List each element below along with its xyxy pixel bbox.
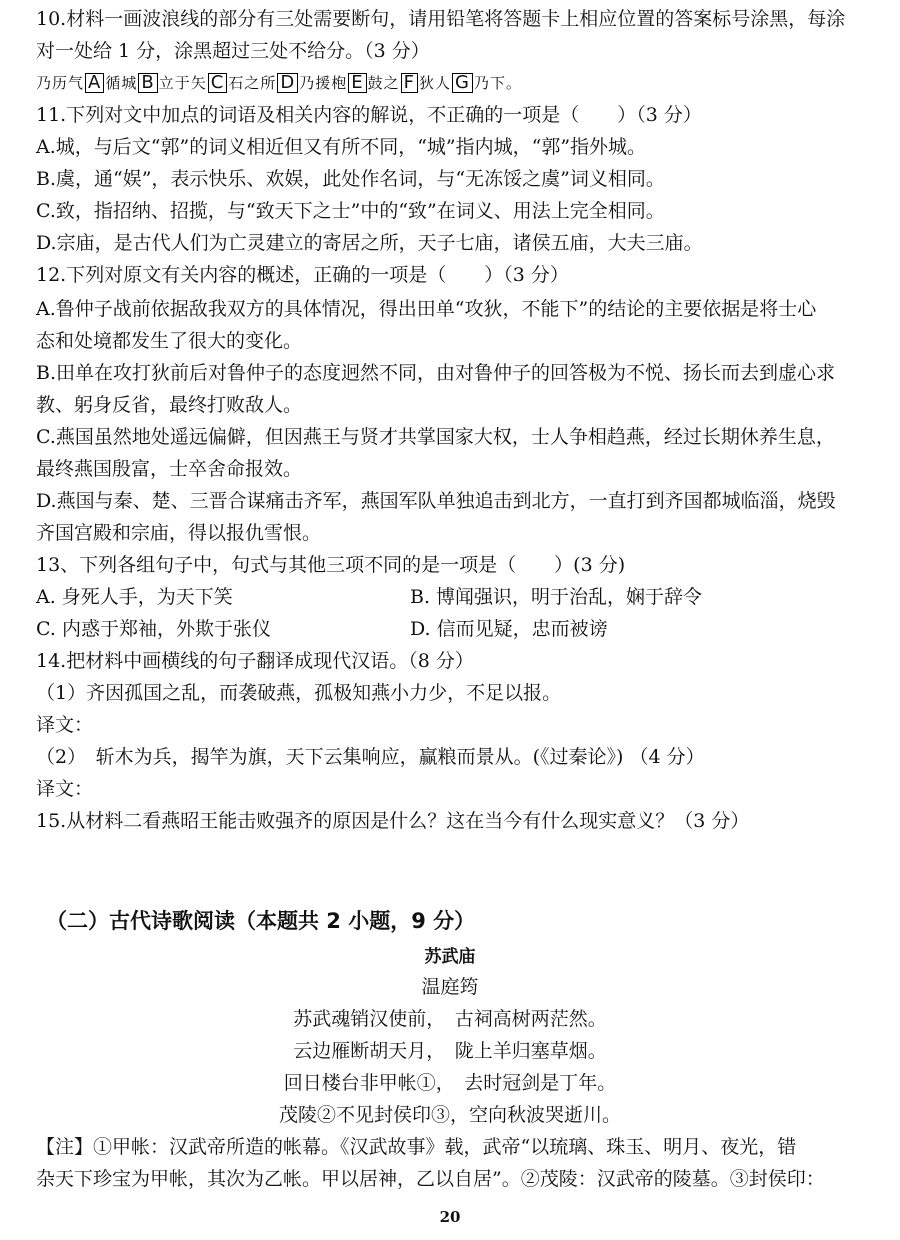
- q10-line-1: 10.材料一画波浪线的部分有三处需要断句，请用铅笔将答题卡上相应位置的答案标号涂黑，每涂: [36, 8, 846, 30]
- q14-sentence-2: （2） 斩木为兵，揭竿为旗，天下云集响应，赢粮而景从。(《过秦论》) （4 分）: [36, 746, 705, 768]
- q11-stem: 11.下列对文中加点的词语及相关内容的解说，不正确的一项是（ ）（3 分）: [36, 104, 702, 126]
- q12-option-b-line-1: B.田单在攻打狄前后对鲁仲子的态度迥然不同，由对鲁仲子的回答极为不悦、扬长而去到虚心求: [36, 362, 836, 384]
- q11-option-c: C.致，指招纳、招揽，与“致天下之士”中的“致”在词义、用法上完全相同。: [36, 200, 665, 222]
- q13-option-a: A. 身死人手，为天下笑: [36, 586, 233, 608]
- q11-option-b: B.虞，通“娱”，表示快乐、欢娱，此处作名词，与“无冻馁之虞”词义相同。: [36, 168, 665, 190]
- q12-option-d-line-1: D.燕国与秦、楚、三晋合谋痛击齐军，燕国军队单独追击到北方，一直打到齐国都城临淄，烧毁: [36, 490, 836, 512]
- poem-line-3: 回日楼台非甲帐①， 去时冠剑是丁年。: [283, 1072, 617, 1094]
- q12-option-b-line-2: 教、躬身反省，最终打败敌人。: [36, 394, 303, 416]
- mark-box: G: [452, 73, 473, 93]
- q14-translation-label-2: 译文：: [36, 778, 94, 800]
- q13-option-c: C. 内惑于郑袖，外欺于张仪: [36, 618, 271, 640]
- poem-line-2: 云边雁断胡天月， 陇上羊归塞草烟。: [293, 1040, 607, 1062]
- seg-text: 立于矢: [158, 74, 207, 92]
- q10-line-2: 对一处给 1 分，涂黑超过三处不给分。（3 分）: [36, 40, 430, 62]
- poem-line-4: 茂陵②不见封侯印③，空向秋波哭逝川。: [278, 1104, 621, 1126]
- q13-stem: 13、下列各组句子中，句式与其他三项不同的是一项是（ ）(3 分): [36, 554, 626, 576]
- poem-note-line-1: 【注】①甲帐：汉武帝所造的帐幕。《汉武故事》载，武帝“以琉璃、珠玉、明月、夜光，错: [36, 1136, 797, 1158]
- q10-punctuation-sentence: [36, 70, 522, 96]
- page-number: 20: [439, 1208, 461, 1226]
- q12-option-a-line-1: A.鲁仲子战前依据敌我双方的具体情况，得出田单“攻狄，不能下”的结论的主要依据是将士心: [36, 298, 817, 320]
- poem-line-1: 苏武魂销汉使前， 古祠高树两茫然。: [293, 1008, 607, 1030]
- q13-option-d: D. 信而见疑，忠而被谤: [410, 618, 608, 640]
- q12-stem: 12.下列对原文有关内容的概述，正确的一项是（ ）（3 分）: [36, 264, 569, 286]
- poem-note-line-2: 杂天下珍宝为甲帐，其次为乙帐。甲以居神，乙以自居”。②茂陵：汉武帝的陵墓。③封侯印：: [36, 1168, 825, 1190]
- seg-text: 乃历气: [36, 74, 85, 92]
- q12-option-c-line-1: C.燕国虽然地处遥远偏僻，但因燕王与贤才共掌国家大权，士人争相趋燕，经过长期休养生息，: [36, 426, 835, 448]
- q14-sentence-1: （1）齐因孤国之乱，而袭破燕，孤极知燕小力少，不足以报。: [36, 682, 562, 704]
- mark-box: D: [277, 73, 298, 93]
- q13-option-b: B. 博闻强识，明于治乱，娴于辞令: [410, 586, 703, 608]
- seg-text: 石之所: [228, 74, 277, 92]
- mark-box: F: [401, 73, 418, 93]
- seg-text: 鼓之: [367, 74, 400, 92]
- poem-author: 温庭筠: [421, 976, 479, 998]
- q14-translation-label-1: 译文：: [36, 714, 94, 736]
- seg-text: 循城: [105, 74, 138, 92]
- poem-title: 苏武庙: [424, 947, 476, 967]
- seg-text: 狄人: [418, 74, 451, 92]
- q11-option-a: A.城，与后文“郭”的词义相近但又有所不同，“城”指内城，“郭”指外城。: [36, 136, 647, 158]
- mark-box: C: [208, 73, 228, 93]
- q12-option-a-line-2: 态和处境都发生了很大的变化。: [36, 330, 303, 352]
- seg-text: 乃援枹: [299, 74, 348, 92]
- q12-option-d-line-2: 齐国宫殿和宗庙，得以报仇雪恨。: [36, 522, 322, 544]
- q11-option-d: D.宗庙，是古代人们为亡灵建立的寄居之所，天子七庙，诸侯五庙，大夫三庙。: [36, 232, 703, 254]
- q15-stem: 15.从材料二看燕昭王能击败强齐的原因是什么？这在当今有什么现实意义？（3 分）: [36, 810, 750, 832]
- mark-box: B: [138, 73, 157, 93]
- q14-stem: 14.把材料中画横线的句子翻译成现代汉语。（8 分）: [36, 650, 474, 672]
- mark-box: E: [348, 73, 366, 93]
- seg-text: 乃下。: [473, 74, 522, 92]
- mark-box: A: [85, 73, 104, 93]
- q12-option-c-line-2: 最终燕国殷富，士卒舍命报效。: [36, 458, 303, 480]
- section-heading: （二）古代诗歌阅读（本题共 2 小题，9 分）: [46, 909, 476, 933]
